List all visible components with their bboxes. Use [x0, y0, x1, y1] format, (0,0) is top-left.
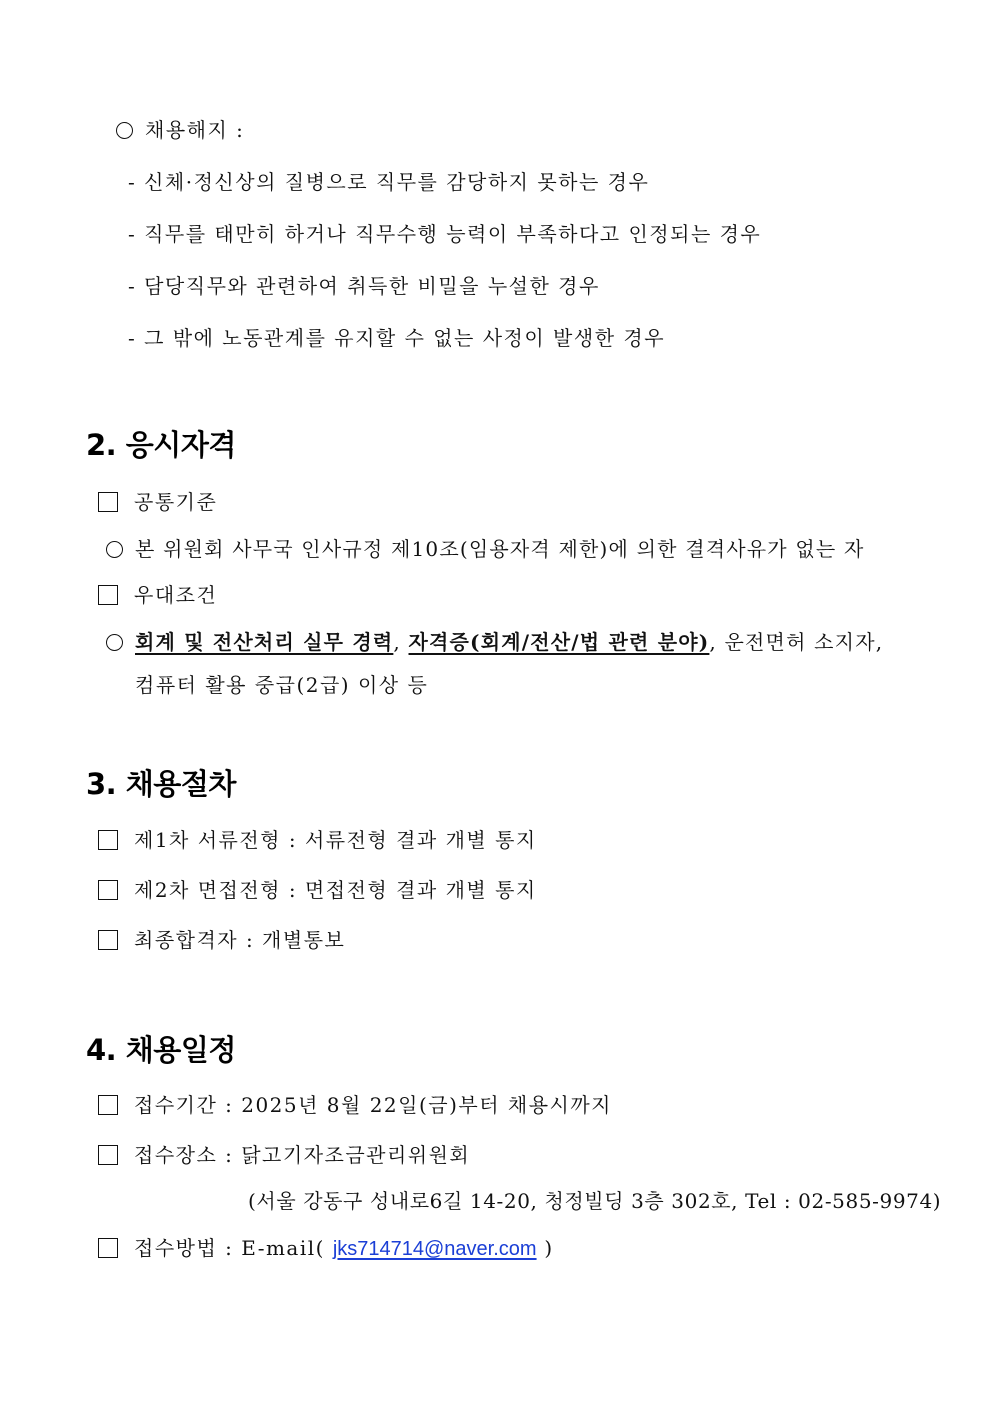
checkbox-square-icon: [98, 830, 118, 850]
termination-item: - 담당직무와 관련하여 취득한 비밀을 누설한 경우: [128, 274, 600, 298]
section-3-heading: 3. 채용절차: [86, 767, 236, 801]
checkbox-square-icon: [98, 930, 118, 950]
schedule-method-prefix: 접수방법 : E-mail(: [134, 1236, 333, 1260]
checkbox-square-icon: [98, 1238, 118, 1258]
procedure-step: 최종합격자 : 개별통보: [134, 928, 346, 952]
termination-item: - 신체·정신상의 질병으로 직무를 감당하지 못하는 경우: [128, 170, 650, 194]
circle-bullet-icon: [106, 634, 123, 651]
procedure-step-row: [98, 826, 537, 854]
section-2-heading: 2. 응시자격: [86, 428, 236, 462]
schedule-place: 접수장소 : 닭고기자조금관리위원회: [134, 1143, 471, 1167]
common-criteria-text-row: [106, 535, 864, 563]
checkbox-square-icon: [98, 1145, 118, 1165]
checkbox-square-icon: [98, 1095, 118, 1115]
schedule-method-suffix: ): [536, 1236, 554, 1260]
preference-certificate: 자격증(회계/전산/법 관련 분야): [408, 630, 710, 654]
termination-item: - 직무를 태만히 하거나 직무수행 능력이 부족하다고 인정되는 경우: [128, 222, 762, 246]
common-criteria-text: 본 위원회 사무국 인사규정 제10조(임용자격 제한)에 의한 결격사유가 없는 자: [135, 537, 865, 561]
email-link[interactable]: jks714714@naver.com: [332, 1238, 537, 1260]
schedule-period: 접수기간 : 2025년 8월 22일(금)부터 채용시까지: [134, 1093, 613, 1117]
schedule-address: (서울 강동구 성내로6길 14-20, 청정빌딩 3층 302호, Tel : 02-585-9974): [248, 1189, 942, 1213]
preference-text-row: [106, 628, 883, 656]
procedure-step: 제2차 면접전형 : 면접전형 결과 개별 통지: [134, 878, 537, 902]
schedule-place-row: [98, 1141, 470, 1169]
preference-text-line2: 컴퓨터 활용 중급(2급) 이상 등: [135, 673, 429, 697]
termination-item: - 그 밖에 노동관계를 유지할 수 없는 사정이 발생한 경우: [128, 326, 666, 350]
preference-label: 우대조건: [134, 583, 218, 607]
circle-bullet-icon: [106, 541, 123, 558]
preference-license: , 운전면허 소지자,: [709, 630, 884, 654]
checkbox-square-icon: [98, 585, 118, 605]
checkbox-square-icon: [98, 880, 118, 900]
section-4-heading: 4. 채용일정: [86, 1033, 236, 1067]
procedure-step-row: [98, 876, 537, 904]
preference-experience: 회계 및 전산처리 실무 경력: [135, 630, 394, 654]
circle-bullet-icon: [116, 122, 133, 139]
checkbox-square-icon: [98, 492, 118, 512]
preference-row: [98, 581, 217, 609]
procedure-step-row: [98, 926, 345, 954]
termination-title-row: [116, 116, 244, 144]
procedure-step: 제1차 서류전형 : 서류전형 결과 개별 통지: [134, 828, 537, 852]
preference-separator: ,: [393, 630, 409, 654]
common-criteria-label: 공통기준: [134, 490, 218, 514]
common-criteria-row: [98, 488, 217, 516]
termination-title: 채용해지 :: [145, 118, 245, 142]
schedule-method-row: [98, 1234, 554, 1263]
schedule-period-row: [98, 1091, 612, 1119]
